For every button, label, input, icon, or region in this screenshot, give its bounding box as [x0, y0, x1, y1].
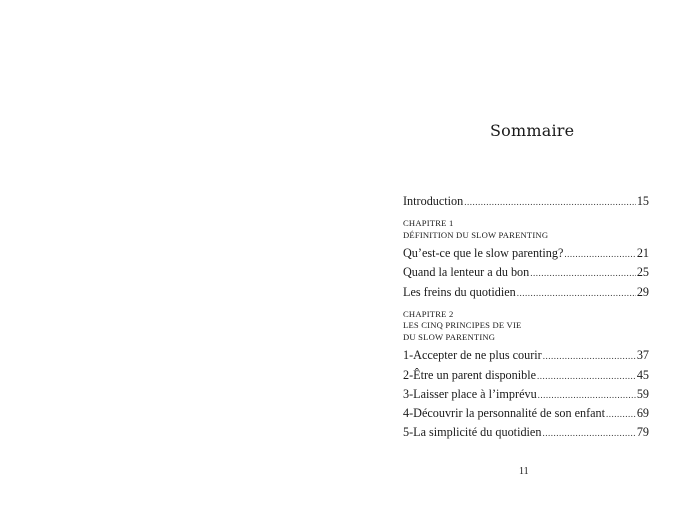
dot-leader — [530, 264, 636, 282]
dot-leader — [606, 405, 636, 423]
toc-entry[interactable] — [403, 385, 649, 404]
toc-entry-page: 29 — [636, 284, 649, 299]
toc-entry-page: 79 — [636, 425, 649, 440]
toc-entry-label: Quand la lenteur a du bon — [403, 265, 530, 280]
toc-entry-label: Qu’est-ce que le slow parenting? — [403, 246, 564, 261]
toc-entry-introduction[interactable] — [403, 192, 649, 211]
toc-entry-label: 2-Être un parent disponible — [403, 367, 537, 382]
dot-leader — [464, 193, 636, 211]
chapter-1 — [403, 218, 649, 302]
dot-leader — [542, 424, 635, 442]
toc-entry-label: 4-Découvrir la personnalité de son enfant — [403, 405, 606, 420]
dot-leader — [564, 245, 635, 263]
toc-entry[interactable] — [403, 263, 649, 282]
toc-entry-page: 69 — [636, 405, 649, 420]
toc-entry-page: 59 — [636, 386, 649, 401]
toc-entry[interactable] — [403, 423, 649, 442]
toc-entry-label: 1-Accepter de ne plus courir — [403, 348, 542, 363]
toc-entry-page: 37 — [636, 348, 649, 363]
toc-entry[interactable] — [403, 404, 649, 423]
chapter-title-line: LES CINQ PRINCIPES DE VIE — [403, 320, 522, 331]
toc-entry-label: 3-Laisser place à l’imprévu — [403, 386, 537, 401]
dot-leader — [543, 347, 636, 365]
toc-entry-page: 15 — [636, 194, 649, 208]
dot-leader — [537, 367, 636, 385]
dot-leader — [517, 284, 636, 302]
toc-entry-label: Les freins du quotidien — [403, 284, 516, 299]
toc-entry-label: Introduction — [403, 194, 464, 208]
toc-entry-label: 5-La simplicité du quotidien — [403, 425, 542, 440]
chapter-number: CHAPITRE 1 — [403, 218, 454, 229]
chapter-2 — [403, 309, 649, 443]
toc-entry-page: 25 — [636, 265, 649, 280]
page-title: Sommaire — [490, 121, 575, 140]
toc-entry-page: 45 — [636, 367, 649, 382]
toc-entry[interactable] — [403, 366, 649, 385]
page-number: 11 — [519, 466, 529, 477]
toc-entry-page: 21 — [636, 246, 649, 261]
chapter-title-line: DU SLOW PARENTING — [403, 331, 496, 342]
toc-entry[interactable] — [403, 283, 649, 302]
toc-entry[interactable] — [403, 244, 649, 263]
dot-leader — [538, 386, 636, 404]
toc-entry[interactable] — [403, 346, 649, 365]
table-of-contents — [403, 192, 649, 442]
chapter-number: CHAPITRE 2 — [403, 308, 454, 319]
chapter-title-line: DÉFINITION DU SLOW PARENTING — [403, 229, 549, 240]
